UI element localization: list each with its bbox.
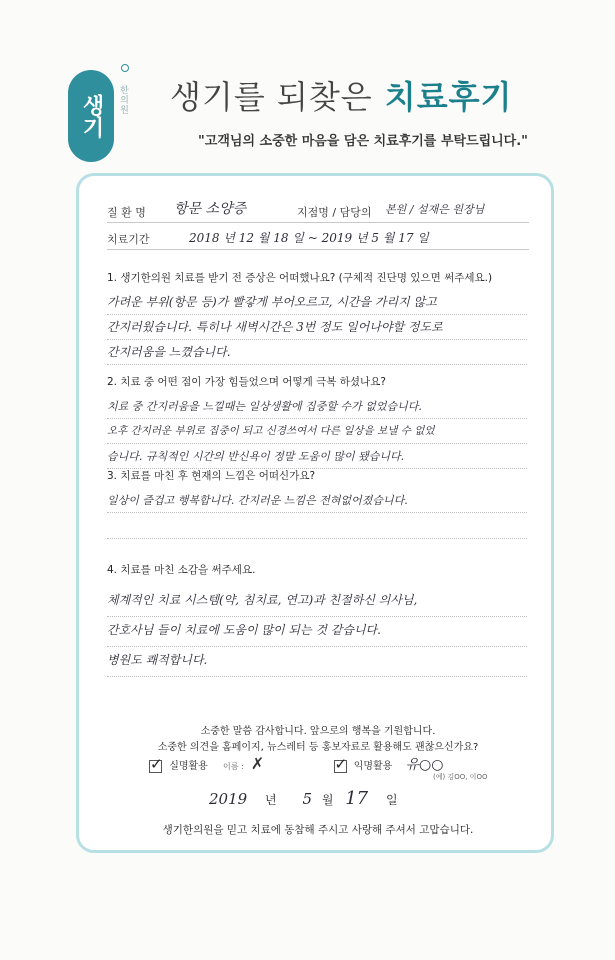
answer-line <box>107 616 527 617</box>
real-name-label: 실명활용 <box>169 761 208 772</box>
question-3: 3. 치료를 마친 후 현재의 느낌은 어떠신가요? <box>107 470 316 482</box>
answer-2-line-3: 습니다. 규칙적인 시간의 반신욕이 정말 도움이 많이 됐습니다. <box>107 450 405 463</box>
answer-3-line-1: 일상이 즐겁고 행복합니다. 간지러운 느낌은 전혀없어졌습니다. <box>107 494 408 507</box>
answer-1-line-2: 간지러웠습니다. 특히나 새벽시간은 3번 정도 일어나야할 정도로 <box>107 320 443 334</box>
date-year-unit: 년 <box>265 793 277 807</box>
check-icon: ✓ <box>334 754 348 773</box>
date-day: 17 <box>345 788 369 809</box>
branch-value: 본원 / 설재은 원장님 <box>385 203 485 216</box>
name-label: 이름 : <box>223 762 244 771</box>
disease-label: 질 환 명 <box>107 206 146 219</box>
cross-out-icon: ✗ <box>250 754 265 773</box>
anonymous-label: 익명활용 <box>353 761 393 772</box>
header <box>0 0 615 170</box>
answer-4-line-3: 병원도 쾌적합니다. <box>107 653 208 667</box>
answer-1-line-3: 간지러움을 느꼈습니다. <box>107 345 231 359</box>
review-form-card <box>76 173 554 853</box>
logo-text: 생기 <box>79 94 104 138</box>
check-icon: ✓ <box>150 754 163 773</box>
question-4: 4. 치료를 마친 소감을 써주세요. <box>107 564 256 576</box>
real-name-checkbox[interactable] <box>149 754 163 773</box>
answer-line <box>107 538 527 539</box>
anonymous-name: 유○○ <box>405 757 444 773</box>
anonymous-example: (예) 김OO, 이OO <box>433 773 488 781</box>
answer-4-line-2: 간호사님 들이 치료에 도움이 많이 되는 것 같습니다. <box>107 623 381 637</box>
consent-options <box>149 754 509 774</box>
page-subtitle: "고객님의 소중한 마음을 담은 치료후기를 부탁드립니다." <box>198 134 528 149</box>
title-part1: 생기를 되찾은 <box>170 78 373 116</box>
page-title <box>170 72 512 118</box>
date-month-unit: 월 <box>321 793 334 807</box>
divider <box>107 222 529 223</box>
period-label: 치료기간 <box>107 233 150 246</box>
signature-date <box>209 788 398 809</box>
date-year: 2019 <box>209 790 248 808</box>
logo-subtext: 한의원 <box>118 85 128 115</box>
disease-value: 항문 소양증 <box>174 201 247 217</box>
answer-line <box>107 646 527 647</box>
answer-2-line-1: 치료 중 간지러움을 느낄때는 일상생활에 집중할 수가 없었습니다. <box>107 400 422 413</box>
date-month: 5 <box>302 790 312 808</box>
answer-line <box>107 676 527 677</box>
question-2: 2. 치료 중 어떤 점이 가장 힘들었으며 어떻게 극복 하셨나요? <box>107 376 386 388</box>
period-value: 2018 년 12 월 18 일 ~ 2019 년 5 월 17 일 <box>189 231 429 245</box>
branch-label: 지점명 / 담당의 <box>297 206 372 219</box>
logo-dot-icon <box>121 64 129 72</box>
thanks-text: 소중한 말씀 감사합니다. 앞으로의 행복을 기원합니다. <box>200 726 436 737</box>
anonymous-checkbox[interactable] <box>334 754 348 773</box>
answer-1-line-1: 가려운 부위(항문 등)가 빨갛게 부어오르고, 시간을 가리지 않고 <box>107 295 437 309</box>
closing-message: 생기한의원을 믿고 치료에 동참해 주시고 사랑해 주셔서 고맙습니다. <box>162 824 474 836</box>
date-day-unit: 일 <box>385 793 398 807</box>
answer-2-line-2: 오후 간지러운 부위로 집중이 되고 신경쓰여서 다른 일상을 보낼 수 없었 <box>107 425 435 437</box>
title-part2: 치료후기 <box>384 78 513 116</box>
clinic-logo <box>68 70 114 162</box>
question-1: 1. 생기한의원 치료를 받기 전 증상은 어떠했나요? (구체적 진단명 있으면 써주세요.) <box>107 272 493 284</box>
divider <box>107 249 529 250</box>
answer-4-line-1: 체계적인 치료 시스템(약, 침치료, 연고)과 친절하신 의사님, <box>107 593 418 607</box>
consent-question: 소중한 의견을 홈페이지, 뉴스레터 등 홍보자료로 활용해도 괜찮으신가요? <box>157 742 479 753</box>
